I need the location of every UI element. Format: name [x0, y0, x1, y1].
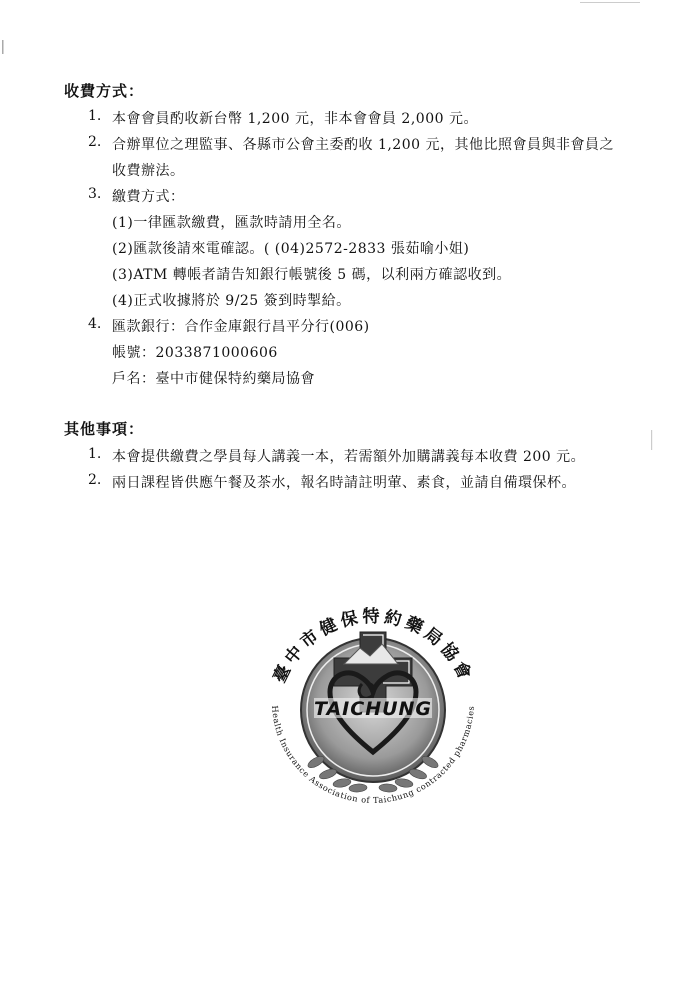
logo-english-name: Health Insurance Association of Taichung contracted pharmacies — [270, 705, 476, 806]
fees-item-3-text: 繳費方式： — [112, 189, 185, 205]
fees-item-3-number: 3. — [88, 186, 102, 202]
payment-sub-4: (4)正式收據將於 9/25 簽到時掣給。 — [112, 293, 351, 309]
fees-item-2-number: 2. — [88, 134, 102, 150]
fees-item-2-text: 合辦單位之理監事、各縣市公會主委酌收 1,200 元，其他比照會員與非會員之 — [112, 137, 614, 153]
fees-item-1-number: 1. — [88, 108, 102, 124]
logo-wordmark: TAICHUNG — [313, 698, 433, 720]
bank-account-number: 帳號：2033871000606 — [112, 345, 278, 361]
payment-sub-1: (1)一律匯款繳費，匯款時請用全名。 — [112, 215, 351, 231]
other-section-title: 其他事項： — [64, 420, 145, 438]
other-item-2-number: 2. — [88, 472, 102, 488]
payment-sub-3: (3)ATM 轉帳者請告知銀行帳號後 5 碼，以利兩方確認收到。 — [112, 267, 512, 283]
fees-section-title: 收費方式： — [64, 82, 145, 100]
bank-account-holder: 戶名：臺中市健保特約藥局協會 — [112, 371, 315, 387]
payment-sub-2: (2)匯款後請來電確認。( (04)2572-2833 張茹喻小姐) — [112, 241, 470, 257]
fees-item-4-number: 4. — [88, 316, 102, 332]
fees-item-2-text-cont: 收費辦法。 — [112, 163, 185, 179]
other-item-2-text: 兩日課程皆供應午餐及茶水，報名時請註明葷、素食，並請自備環保杯。 — [112, 475, 576, 491]
other-item-1-number: 1. — [88, 446, 102, 462]
logo-chinese-name: 臺中市健保特約藥局協會 — [269, 607, 477, 687]
other-item-1-text: 本會提供繳費之學員每人講義一本，若需額外加購講義每本收費 200 元。 — [112, 449, 586, 465]
fees-item-1-text: 本會會員酌收新台幣 1,200 元，非本會會員 2,000 元。 — [112, 111, 478, 127]
bank-name: 匯款銀行：合作金庫銀行昌平分行(006) — [112, 319, 370, 335]
